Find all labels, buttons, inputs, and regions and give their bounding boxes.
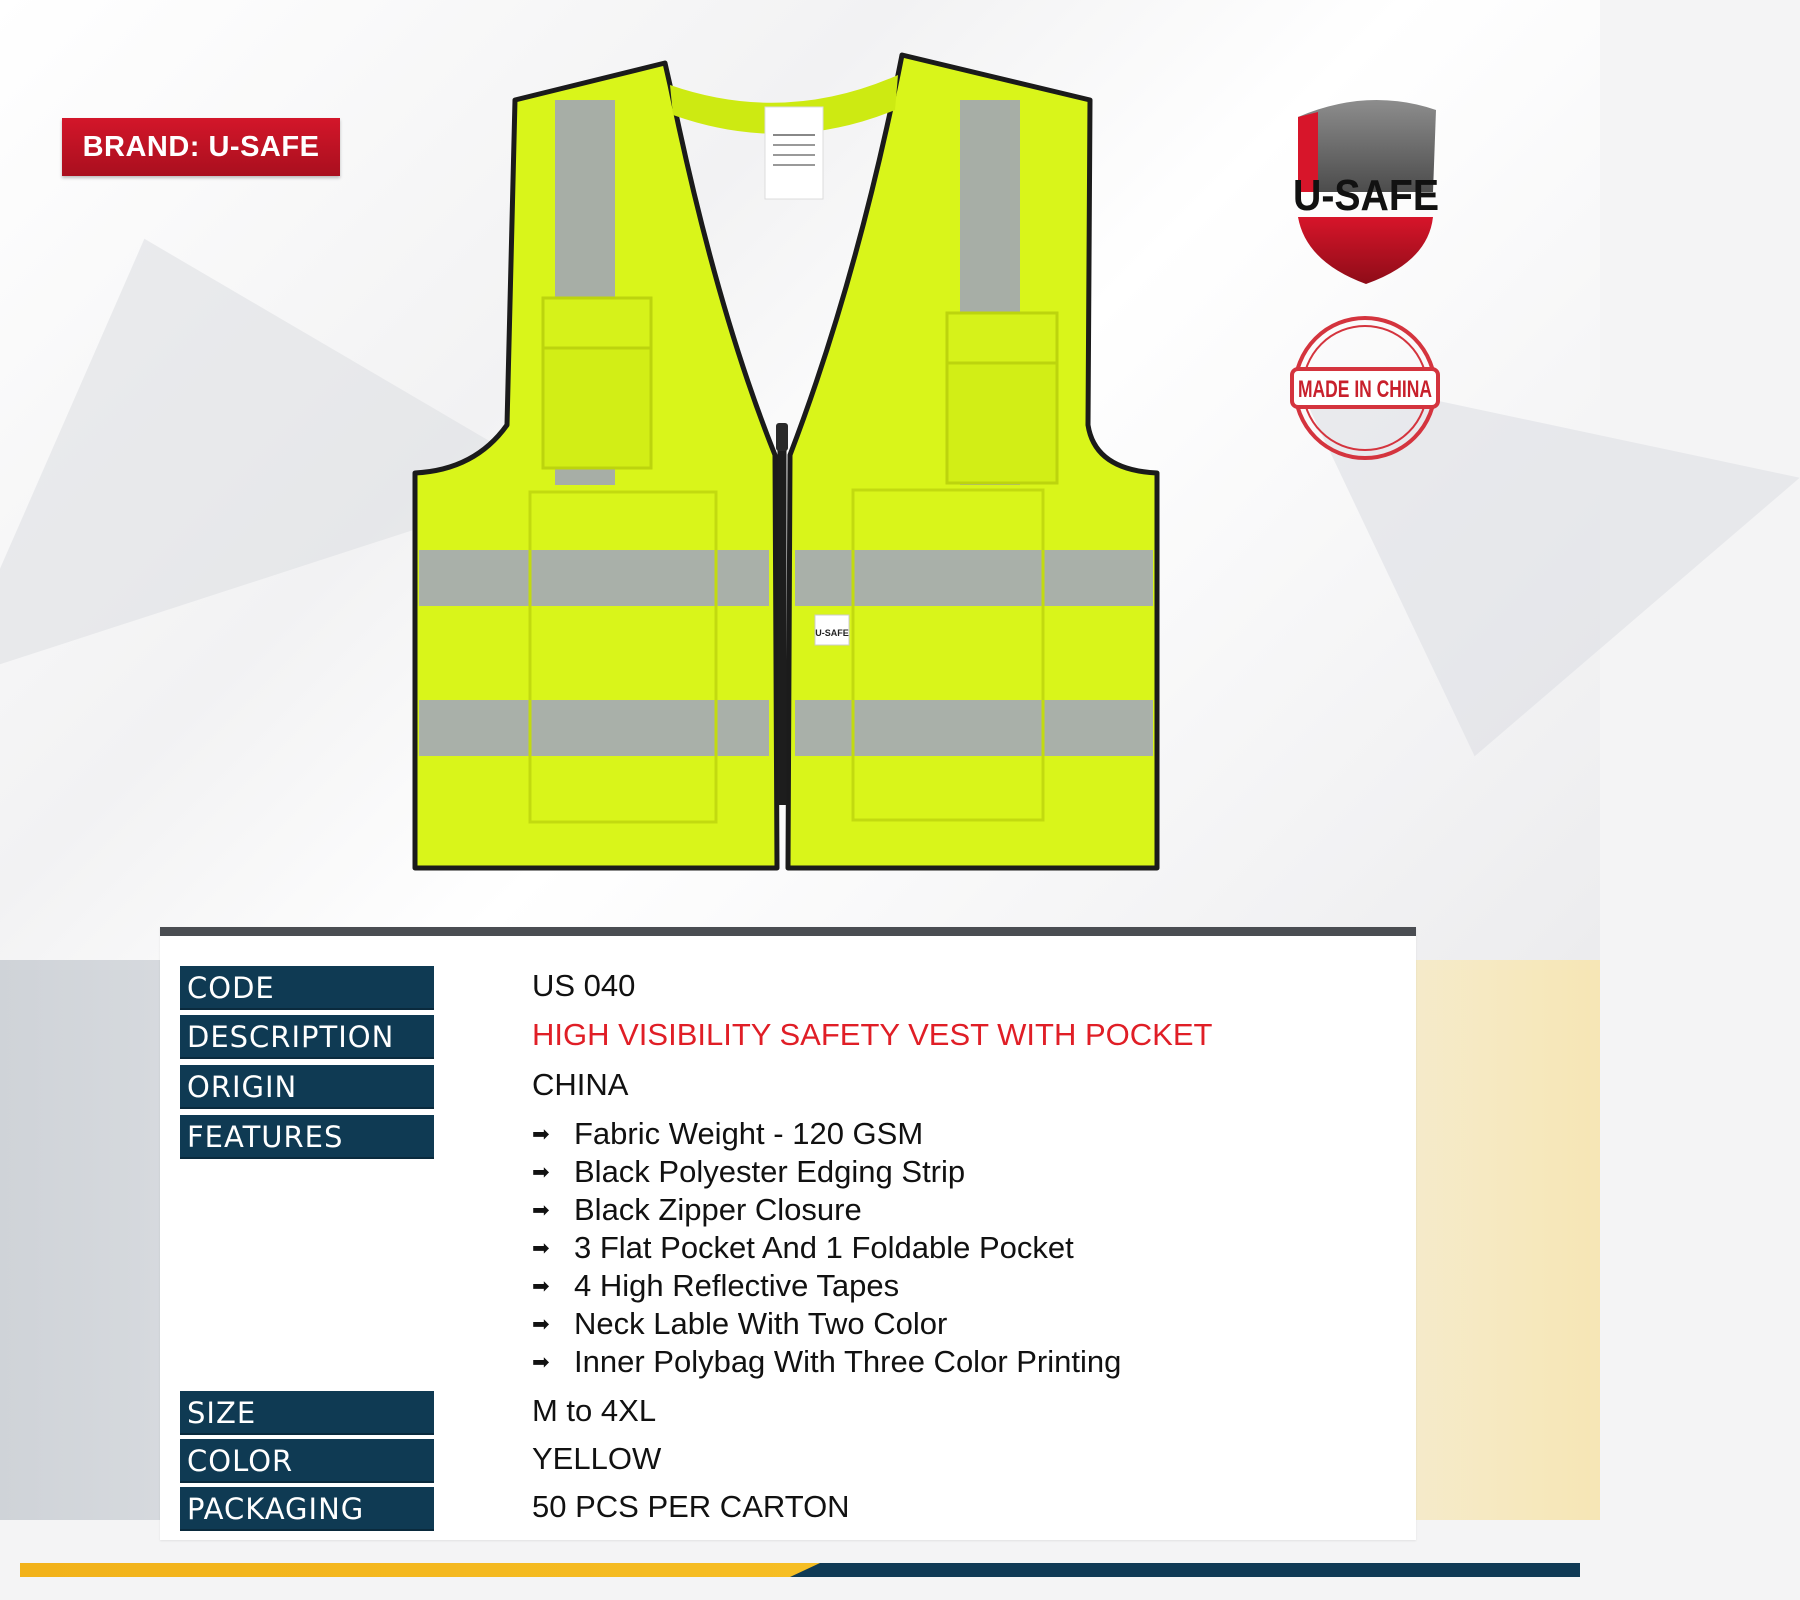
spec-value-color: YELLOW bbox=[532, 1441, 662, 1476]
spec-value-packaging: 50 PCS PER CARTON bbox=[532, 1489, 850, 1524]
arrow-right-icon: ➡ bbox=[532, 1274, 550, 1298]
footer-stripe-gold bbox=[20, 1563, 820, 1577]
feature-item: ➡ Fabric Weight - 120 GSM bbox=[532, 1116, 924, 1151]
feature-item: ➡ Inner Polybag With Three Color Printing bbox=[532, 1344, 1122, 1379]
feature-item: ➡ 3 Flat Pocket And 1 Foldable Pocket bbox=[532, 1230, 1074, 1265]
arrow-right-icon: ➡ bbox=[532, 1350, 550, 1374]
footer-stripe-navy bbox=[790, 1563, 1580, 1577]
vest-tag-text: U-SAFE bbox=[815, 628, 849, 638]
arrow-right-icon: ➡ bbox=[532, 1236, 550, 1260]
spec-value-size: M to 4XL bbox=[532, 1393, 657, 1428]
spec-label-code: CODE bbox=[180, 966, 434, 1010]
feature-item: ➡ Neck Lable With Two Color bbox=[532, 1306, 948, 1341]
spec-value-description: HIGH VISIBILITY SAFETY VEST WITH POCKET bbox=[532, 1017, 1213, 1052]
arrow-right-icon: ➡ bbox=[532, 1122, 550, 1146]
logo-text: U-SAFE bbox=[1293, 171, 1439, 220]
arrow-right-icon: ➡ bbox=[532, 1198, 550, 1222]
round-stamp-icon bbox=[1290, 313, 1440, 463]
shield-logo-icon bbox=[1288, 92, 1443, 287]
feature-item: ➡ Black Zipper Closure bbox=[532, 1192, 862, 1227]
spec-label-features: FEATURES bbox=[180, 1115, 434, 1159]
feature-item: ➡ 4 High Reflective Tapes bbox=[532, 1268, 900, 1303]
spec-card bbox=[160, 927, 1416, 1540]
spec-label-size: SIZE bbox=[180, 1391, 434, 1435]
arrow-right-icon: ➡ bbox=[532, 1160, 550, 1184]
spec-value-origin: CHINA bbox=[532, 1067, 629, 1102]
features-list bbox=[532, 1115, 1121, 1381]
brand-badge: BRAND: U-SAFE bbox=[62, 118, 340, 176]
arrow-right-icon: ➡ bbox=[532, 1312, 550, 1336]
spec-value-code: US 040 bbox=[532, 968, 636, 1003]
stamp-text: MADE IN CHINA bbox=[1298, 376, 1432, 403]
spec-label-origin: ORIGIN bbox=[180, 1065, 434, 1109]
spec-label-packaging: PACKAGING bbox=[180, 1487, 434, 1531]
feature-item: ➡ Black Polyester Edging Strip bbox=[532, 1154, 966, 1189]
spec-label-description: DESCRIPTION bbox=[180, 1015, 434, 1059]
spec-label-color: COLOR bbox=[180, 1439, 434, 1483]
safety-vest-image bbox=[415, 45, 1190, 895]
